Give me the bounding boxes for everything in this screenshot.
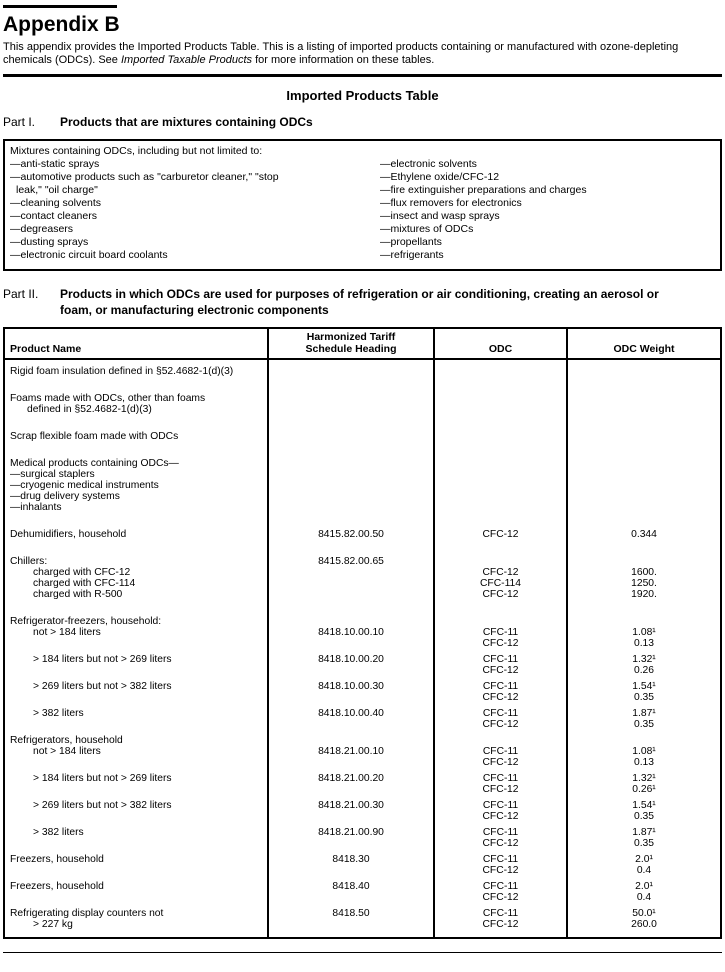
product-cell: [5, 876, 267, 903]
odc-cell: [433, 600, 566, 649]
table-header-row: [5, 329, 720, 360]
odc-weight-line: 0.35: [633, 719, 655, 730]
mixtures-item: —mixtures of ODCs: [380, 223, 474, 235]
odc-line: CFC-114: [479, 578, 521, 589]
odc-weight-line: 0.344: [631, 529, 657, 540]
product-cell: [5, 795, 267, 822]
section-divider-rule: [3, 74, 722, 77]
table-row: [5, 415, 720, 442]
odc-line: CFC-12: [482, 892, 519, 903]
odc-line: CFC-12: [482, 784, 519, 795]
mixtures-item: leak," "oil charge": [16, 184, 98, 196]
product-name-line: Dehumidifiers, household: [10, 529, 127, 540]
odc-weight-line: 1.32¹: [632, 773, 656, 784]
odc-cell: [433, 377, 566, 415]
hts-heading-line: 8415.82.00.50: [318, 529, 384, 540]
table-row: [5, 730, 720, 768]
odc-weight-line: 0.26: [633, 665, 655, 676]
header-odc-label: ODC: [488, 343, 513, 355]
odc-line: CFC-12: [482, 757, 519, 768]
weight-cell: [566, 703, 720, 730]
odc-cell: [433, 903, 566, 937]
odc-weight-line: [568, 556, 720, 567]
weight-cell: [566, 822, 720, 849]
odc-line: [435, 616, 566, 627]
doc-title: Imported Products Table: [286, 88, 439, 103]
hts-heading-line: 8418.10.00.10: [318, 627, 384, 638]
weight-cell: [566, 360, 720, 377]
product-name-line: Rigid foam insulation defined in §52.4682-1(d)(3): [10, 366, 234, 377]
product-cell: [5, 903, 267, 937]
odc-line: [435, 556, 566, 567]
product-name-line: > 382 liters: [33, 827, 84, 838]
odc-cell: [433, 730, 566, 768]
hts-cell: [267, 849, 433, 876]
part2-label: Part II.: [3, 287, 39, 301]
mixtures-item: —flux removers for electronics: [380, 197, 522, 209]
mixtures-item: —Ethylene oxide/CFC-12: [380, 171, 500, 183]
mixtures-item: —fire extinguisher preparations and charges: [380, 184, 587, 196]
product-cell: [5, 513, 267, 540]
weight-cell: [566, 876, 720, 903]
hts-heading-line: [269, 616, 433, 627]
odc-weight-line: 2.0¹: [635, 854, 653, 865]
weight-cell: [566, 600, 720, 649]
odc-line: CFC-12: [482, 638, 519, 649]
product-name-line: Freezers, household: [10, 854, 104, 865]
odc-cell: [433, 768, 566, 795]
odc-line: CFC-11: [482, 746, 519, 757]
odc-line: CFC-11: [482, 800, 519, 811]
hts-heading-line: 8418.21.00.20: [318, 773, 384, 784]
odc-weight-line: [568, 616, 720, 627]
product-name-line: Freezers, household: [10, 881, 104, 892]
product-name-line: —inhalants: [10, 502, 62, 513]
odc-line: CFC-12: [482, 838, 519, 849]
hts-cell: [267, 377, 433, 415]
table-body: [5, 360, 720, 937]
product-name-line: > 382 liters: [33, 708, 84, 719]
table-row: [5, 903, 720, 937]
table-row: [5, 703, 720, 730]
odc-weight-line: 0.13: [633, 757, 655, 768]
product-cell: [5, 360, 267, 377]
odc-line: CFC-12: [482, 919, 519, 930]
hts-cell: [267, 676, 433, 703]
hts-cell: [267, 903, 433, 937]
hts-cell: [267, 876, 433, 903]
table-row: [5, 649, 720, 676]
odc-line: [435, 735, 566, 746]
odc-weight-line: 0.26¹: [632, 784, 656, 795]
mixtures-item: —automotive products such as "carburetor cleaner," "stop: [10, 171, 279, 183]
odc-cell: [433, 876, 566, 903]
hts-cell: [267, 415, 433, 442]
mixtures-box: [3, 139, 722, 271]
table-row: [5, 442, 720, 513]
table-row: [5, 768, 720, 795]
mixtures-box-intro: Mixtures containing ODCs, including but not limited to:: [10, 145, 263, 157]
product-cell: [5, 377, 267, 415]
table-row: [5, 360, 720, 377]
mixtures-item: —dusting sprays: [10, 236, 89, 248]
odc-weight-line: 0.35: [633, 692, 655, 703]
product-name-line: Scrap flexible foam made with ODCs: [10, 431, 179, 442]
odc-cell: [433, 540, 566, 600]
product-name-line: —cryogenic medical instruments: [10, 480, 159, 491]
hts-heading-line: 8418.30: [332, 854, 370, 865]
odc-weight-line: 1.54¹: [632, 681, 656, 692]
hts-heading-line: 8418.10.00.20: [318, 654, 384, 665]
product-name-line: defined in §52.4682-1(d)(3): [27, 404, 152, 415]
product-name-line: Medical products containing ODCs—: [10, 458, 179, 469]
hts-cell: [267, 600, 433, 649]
hts-cell: [267, 795, 433, 822]
odc-weight-line: 1920.: [631, 589, 657, 600]
mixtures-item: —propellants: [380, 236, 442, 248]
odc-weight-line: [568, 735, 720, 746]
document-page: [0, 5, 725, 953]
hts-heading-line: 8418.21.00.30: [318, 800, 384, 811]
hts-cell: [267, 649, 433, 676]
odc-line: CFC-11: [482, 627, 519, 638]
hts-cell: [267, 442, 433, 513]
odc-cell: [433, 795, 566, 822]
odc-weight-line: 0.4: [636, 892, 652, 903]
weight-cell: [566, 768, 720, 795]
weight-cell: [566, 730, 720, 768]
mixtures-item: —cleaning solvents: [10, 197, 102, 209]
hts-cell: [267, 360, 433, 377]
weight-cell: [566, 649, 720, 676]
odc-line: CFC-12: [482, 589, 519, 600]
header-odc-weight: [566, 329, 720, 358]
odc-cell: [433, 849, 566, 876]
table-row: [5, 676, 720, 703]
header-hts-line2: Schedule Heading: [305, 343, 397, 355]
header-hts-line1: Harmonized Tariff: [306, 331, 396, 343]
weight-cell: [566, 415, 720, 442]
product-cell: [5, 442, 267, 513]
part1-heading-row: [3, 115, 722, 130]
odc-line: CFC-12: [482, 567, 519, 578]
product-cell: [5, 649, 267, 676]
product-cell: [5, 768, 267, 795]
appendix-title: Appendix B: [3, 13, 120, 36]
table-row: [5, 822, 720, 849]
odc-line: CFC-11: [482, 881, 519, 892]
odc-weight-line: 1.08¹: [632, 746, 656, 757]
odc-line: CFC-12: [482, 811, 519, 822]
hts-heading-line: [269, 735, 433, 746]
odc-weight-line: 1.87¹: [632, 827, 656, 838]
odc-line: CFC-11: [482, 908, 519, 919]
product-name-line: > 184 liters but not > 269 liters: [33, 654, 172, 665]
mixtures-item: —refrigerants: [380, 249, 444, 261]
hts-cell: [267, 513, 433, 540]
odc-line: CFC-12: [482, 719, 519, 730]
odc-line: CFC-12: [482, 665, 519, 676]
hts-cell: [267, 730, 433, 768]
odc-weight-line: 1.54¹: [632, 800, 656, 811]
odc-cell: [433, 822, 566, 849]
part2-heading: Products in which ODCs are used for purposes of refrigeration or air conditioning, creating an aerosol or foam, or manufacturing electronic components: [60, 287, 659, 317]
odc-weight-line: 0.35: [633, 811, 655, 822]
product-cell: [5, 540, 267, 600]
product-name-line: charged with CFC-114: [33, 578, 136, 589]
hts-cell: [267, 540, 433, 600]
product-name-line: Refrigerators, household: [10, 735, 123, 746]
weight-cell: [566, 442, 720, 513]
intro-text-before: This appendix provides the Imported Products Table. This is a listing of imported products containing or manufactured with ozone-depleting chemicals (ODCs). See: [3, 41, 679, 66]
table-row: [5, 377, 720, 415]
product-cell: [5, 703, 267, 730]
table-row: [5, 540, 720, 600]
mixtures-box-columns: [10, 158, 714, 262]
odc-cell: [433, 676, 566, 703]
product-name-line: charged with R-500: [33, 589, 123, 600]
odc-weight-line: 1600.: [631, 567, 657, 578]
product-name-line: Foams made with ODCs, other than foams: [10, 393, 206, 404]
header-hts: [267, 329, 433, 358]
intro-text-after: for more information on these tables.: [252, 54, 435, 66]
odc-weight-line: 260.0: [631, 919, 657, 930]
hts-heading-line: 8418.40: [332, 881, 370, 892]
odc-weight-line: 1.87¹: [632, 708, 656, 719]
product-cell: [5, 849, 267, 876]
odc-cell: [433, 360, 566, 377]
hts-cell: [267, 703, 433, 730]
odc-cell: [433, 703, 566, 730]
hts-heading-line: 8415.82.00.65: [318, 556, 384, 567]
product-name-line: > 184 liters but not > 269 liters: [33, 773, 172, 784]
product-name-line: —drug delivery systems: [10, 491, 120, 502]
odc-cell: [433, 649, 566, 676]
product-name-line: Refrigerating display counters not: [10, 908, 164, 919]
table-row: [5, 513, 720, 540]
odc-weight-line: 1.32¹: [632, 654, 656, 665]
product-name-line: > 227 kg: [33, 919, 73, 930]
hts-heading-line: 8418.21.00.90: [318, 827, 384, 838]
odc-cell: [433, 415, 566, 442]
hts-heading-line: 8418.50: [332, 908, 370, 919]
odc-weight-line: 0.13: [633, 638, 655, 649]
weight-cell: [566, 377, 720, 415]
hts-heading-line: 8418.10.00.40: [318, 708, 384, 719]
odc-weight-line: 0.35: [633, 838, 655, 849]
product-name-line: not > 184 liters: [33, 746, 101, 757]
product-name-line: Refrigerator-freezers, household:: [10, 616, 162, 627]
mixtures-item: —electronic circuit board coolants: [10, 249, 168, 261]
mixtures-item: —anti-static sprays: [10, 158, 100, 170]
odc-line: CFC-12: [482, 529, 519, 540]
header-product-name: [5, 329, 267, 358]
intro-text-italic: Imported Taxable Products: [120, 54, 253, 66]
header-odc: [433, 329, 566, 358]
odc-weight-line: 1250.: [631, 578, 657, 589]
weight-cell: [566, 849, 720, 876]
weight-cell: [566, 903, 720, 937]
odc-line: CFC-11: [482, 681, 519, 692]
weight-cell: [566, 676, 720, 703]
product-cell: [5, 676, 267, 703]
odc-line: CFC-11: [482, 827, 519, 838]
part1-heading: Products that are mixtures containing ODCs: [60, 115, 313, 129]
header-product-name-label: Product Name: [10, 343, 82, 355]
product-name-line: not > 184 liters: [33, 627, 101, 638]
product-cell: [5, 822, 267, 849]
odc-cell: [433, 513, 566, 540]
product-name-line: charged with CFC-12: [33, 567, 131, 578]
odc-weight-line: 50.0¹: [632, 908, 656, 919]
header-odc-weight-label: ODC Weight: [613, 343, 675, 355]
odc-line: CFC-11: [482, 854, 519, 865]
hts-cell: [267, 822, 433, 849]
table-row: [5, 849, 720, 876]
product-cell: [5, 415, 267, 442]
odc-line: CFC-11: [482, 708, 519, 719]
mixtures-item: —electronic solvents: [380, 158, 477, 170]
weight-cell: [566, 540, 720, 600]
odc-line: CFC-12: [482, 865, 519, 876]
imported-products-table: [3, 327, 722, 939]
part2-heading-row: [3, 286, 722, 318]
odc-line: CFC-11: [482, 654, 519, 665]
hts-cell: [267, 768, 433, 795]
product-name-line: —surgical staplers: [10, 469, 95, 480]
table-row: [5, 795, 720, 822]
part1-label: Part I.: [3, 115, 36, 129]
hts-heading-line: 8418.10.00.30: [318, 681, 384, 692]
weight-cell: [566, 513, 720, 540]
mixtures-item: —insect and wasp sprays: [380, 210, 500, 222]
product-name-line: Chillers:: [10, 556, 48, 567]
page-bottom-rule: [3, 952, 722, 953]
appendix-title-rule: [3, 5, 117, 8]
table-row: [5, 600, 720, 649]
product-cell: [5, 730, 267, 768]
intro-paragraph: [3, 41, 722, 67]
product-name-line: > 269 liters but not > 382 liters: [33, 800, 172, 811]
odc-weight-line: 2.0¹: [635, 881, 653, 892]
product-name-line: > 269 liters but not > 382 liters: [33, 681, 172, 692]
mixtures-item: —degreasers: [10, 223, 74, 235]
mixtures-column-left: [10, 158, 380, 262]
mixtures-column-right: [380, 158, 714, 262]
odc-line: CFC-11: [482, 773, 519, 784]
odc-weight-line: 1.08¹: [632, 627, 656, 638]
product-cell: [5, 600, 267, 649]
weight-cell: [566, 795, 720, 822]
odc-cell: [433, 442, 566, 513]
table-row: [5, 876, 720, 903]
mixtures-item: —contact cleaners: [10, 210, 97, 222]
hts-heading-line: 8418.21.00.10: [318, 746, 384, 757]
odc-line: CFC-12: [482, 692, 519, 703]
odc-weight-line: 0.4: [636, 865, 652, 876]
